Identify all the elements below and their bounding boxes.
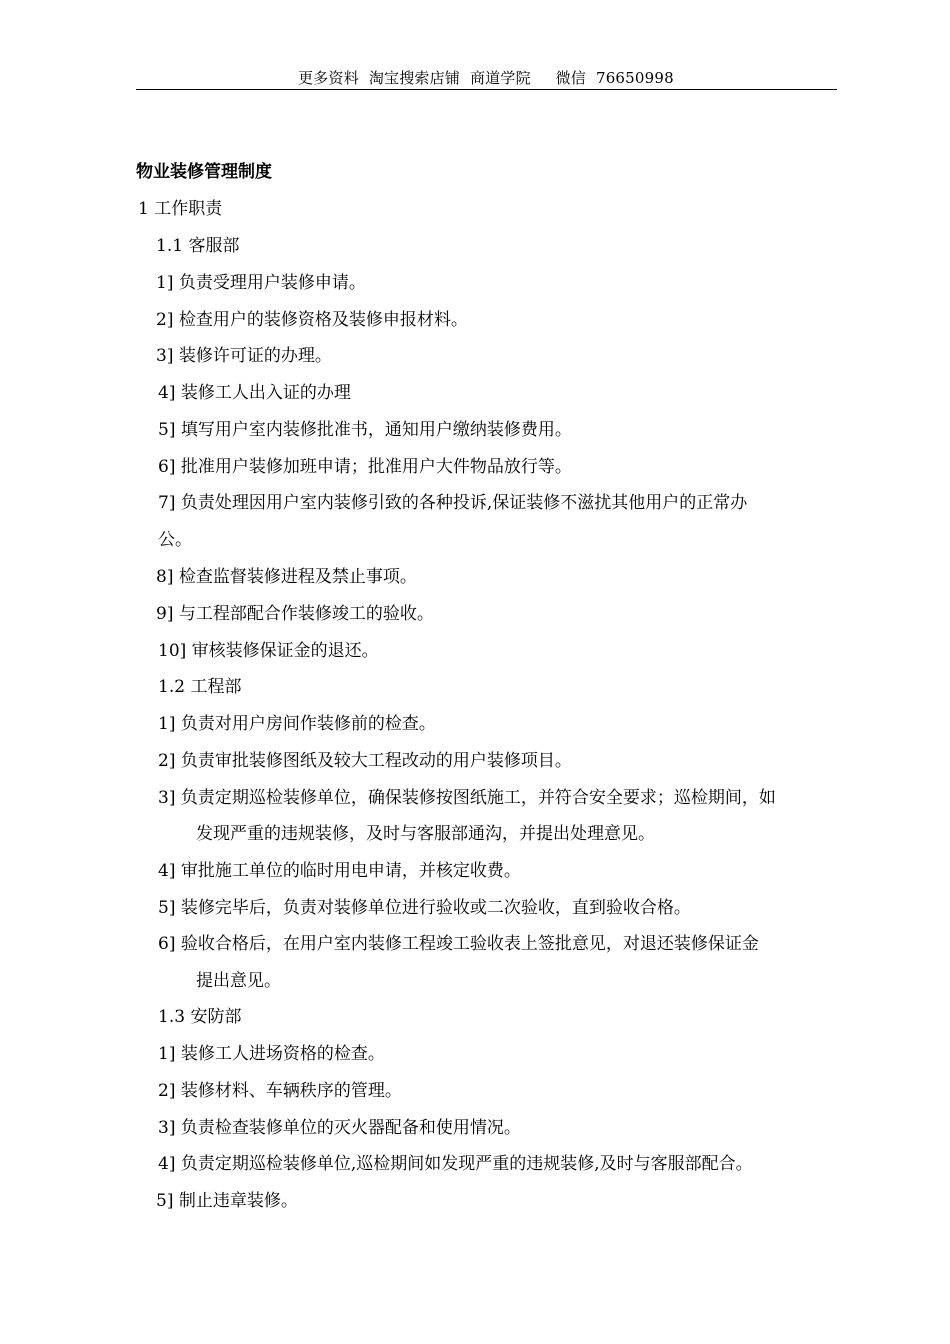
list-item: 3] 装修许可证的办理。 (156, 346, 332, 366)
list-item: 1] 负责对用户房间作装修前的检查。 (158, 714, 436, 734)
subsection-heading-security: 1.3 安防部 (158, 1007, 242, 1027)
list-item: 4] 审批施工单位的临时用电申请，并核定收费。 (158, 861, 521, 881)
header-rule (136, 89, 837, 90)
list-item: 3] 负责检查装修单位的灭火器配备和使用情况。 (158, 1118, 521, 1138)
document-title: 物业装修管理制度 (136, 162, 272, 182)
list-item: 4] 负责定期巡检装修单位,巡检期间如发现严重的违规装修,及时与客服部配合。 (158, 1154, 753, 1174)
list-item: 2] 负责审批装修图纸及较大工程改动的用户装修项目。 (158, 751, 572, 771)
page-header: 更多资料 淘宝搜索店铺 商道学院 微信 76650998 (298, 69, 674, 87)
list-item: 5] 填写用户室内装修批准书，通知用户缴纳装修费用。 (158, 420, 572, 440)
list-item: 4] 装修工人出入证的办理 (158, 383, 351, 403)
list-item: 6] 验收合格后，在用户室内装修工程竣工验收表上签批意见，对退还装修保证金 (158, 934, 759, 954)
list-item: 10] 审核装修保证金的退还。 (158, 641, 379, 661)
list-item: 7] 负责处理因用户室内装修引致的各种投诉,保证装修不滋扰其他用户的正常办 (158, 493, 748, 513)
list-item: 1] 装修工人进场资格的检查。 (158, 1044, 385, 1064)
list-item: 5] 制止违章装修。 (156, 1191, 298, 1211)
list-item: 2] 装修材料、车辆秩序的管理。 (158, 1081, 402, 1101)
list-item: 9] 与工程部配合作装修竣工的验收。 (156, 604, 434, 624)
list-item: 3] 负责定期巡检装修单位，确保装修按图纸施工，并符合安全要求；巡检期间，如 (158, 788, 776, 808)
list-item: 1] 负责受理用户装修申请。 (156, 273, 366, 293)
list-item-continuation: 公。 (158, 530, 192, 550)
list-item: 5] 装修完毕后，负责对装修单位进行验收或二次验收，直到验收合格。 (158, 898, 691, 918)
subsection-heading-engineering: 1.2 工程部 (158, 677, 242, 697)
list-item: 6] 批准用户装修加班申请；批准用户大件物品放行等。 (158, 457, 572, 477)
list-item-continuation: 发现严重的违规装修，及时与客服部通沟，并提出处理意见。 (196, 824, 655, 844)
list-item: 8] 检查监督装修进程及禁止事项。 (156, 567, 417, 587)
list-item-continuation: 提出意见。 (196, 971, 281, 991)
section-heading: 1 工作职责 (138, 199, 223, 219)
list-item: 2] 检查用户的装修资格及装修申报材料。 (156, 310, 468, 330)
subsection-heading-customer-service: 1.1 客服部 (156, 236, 240, 256)
